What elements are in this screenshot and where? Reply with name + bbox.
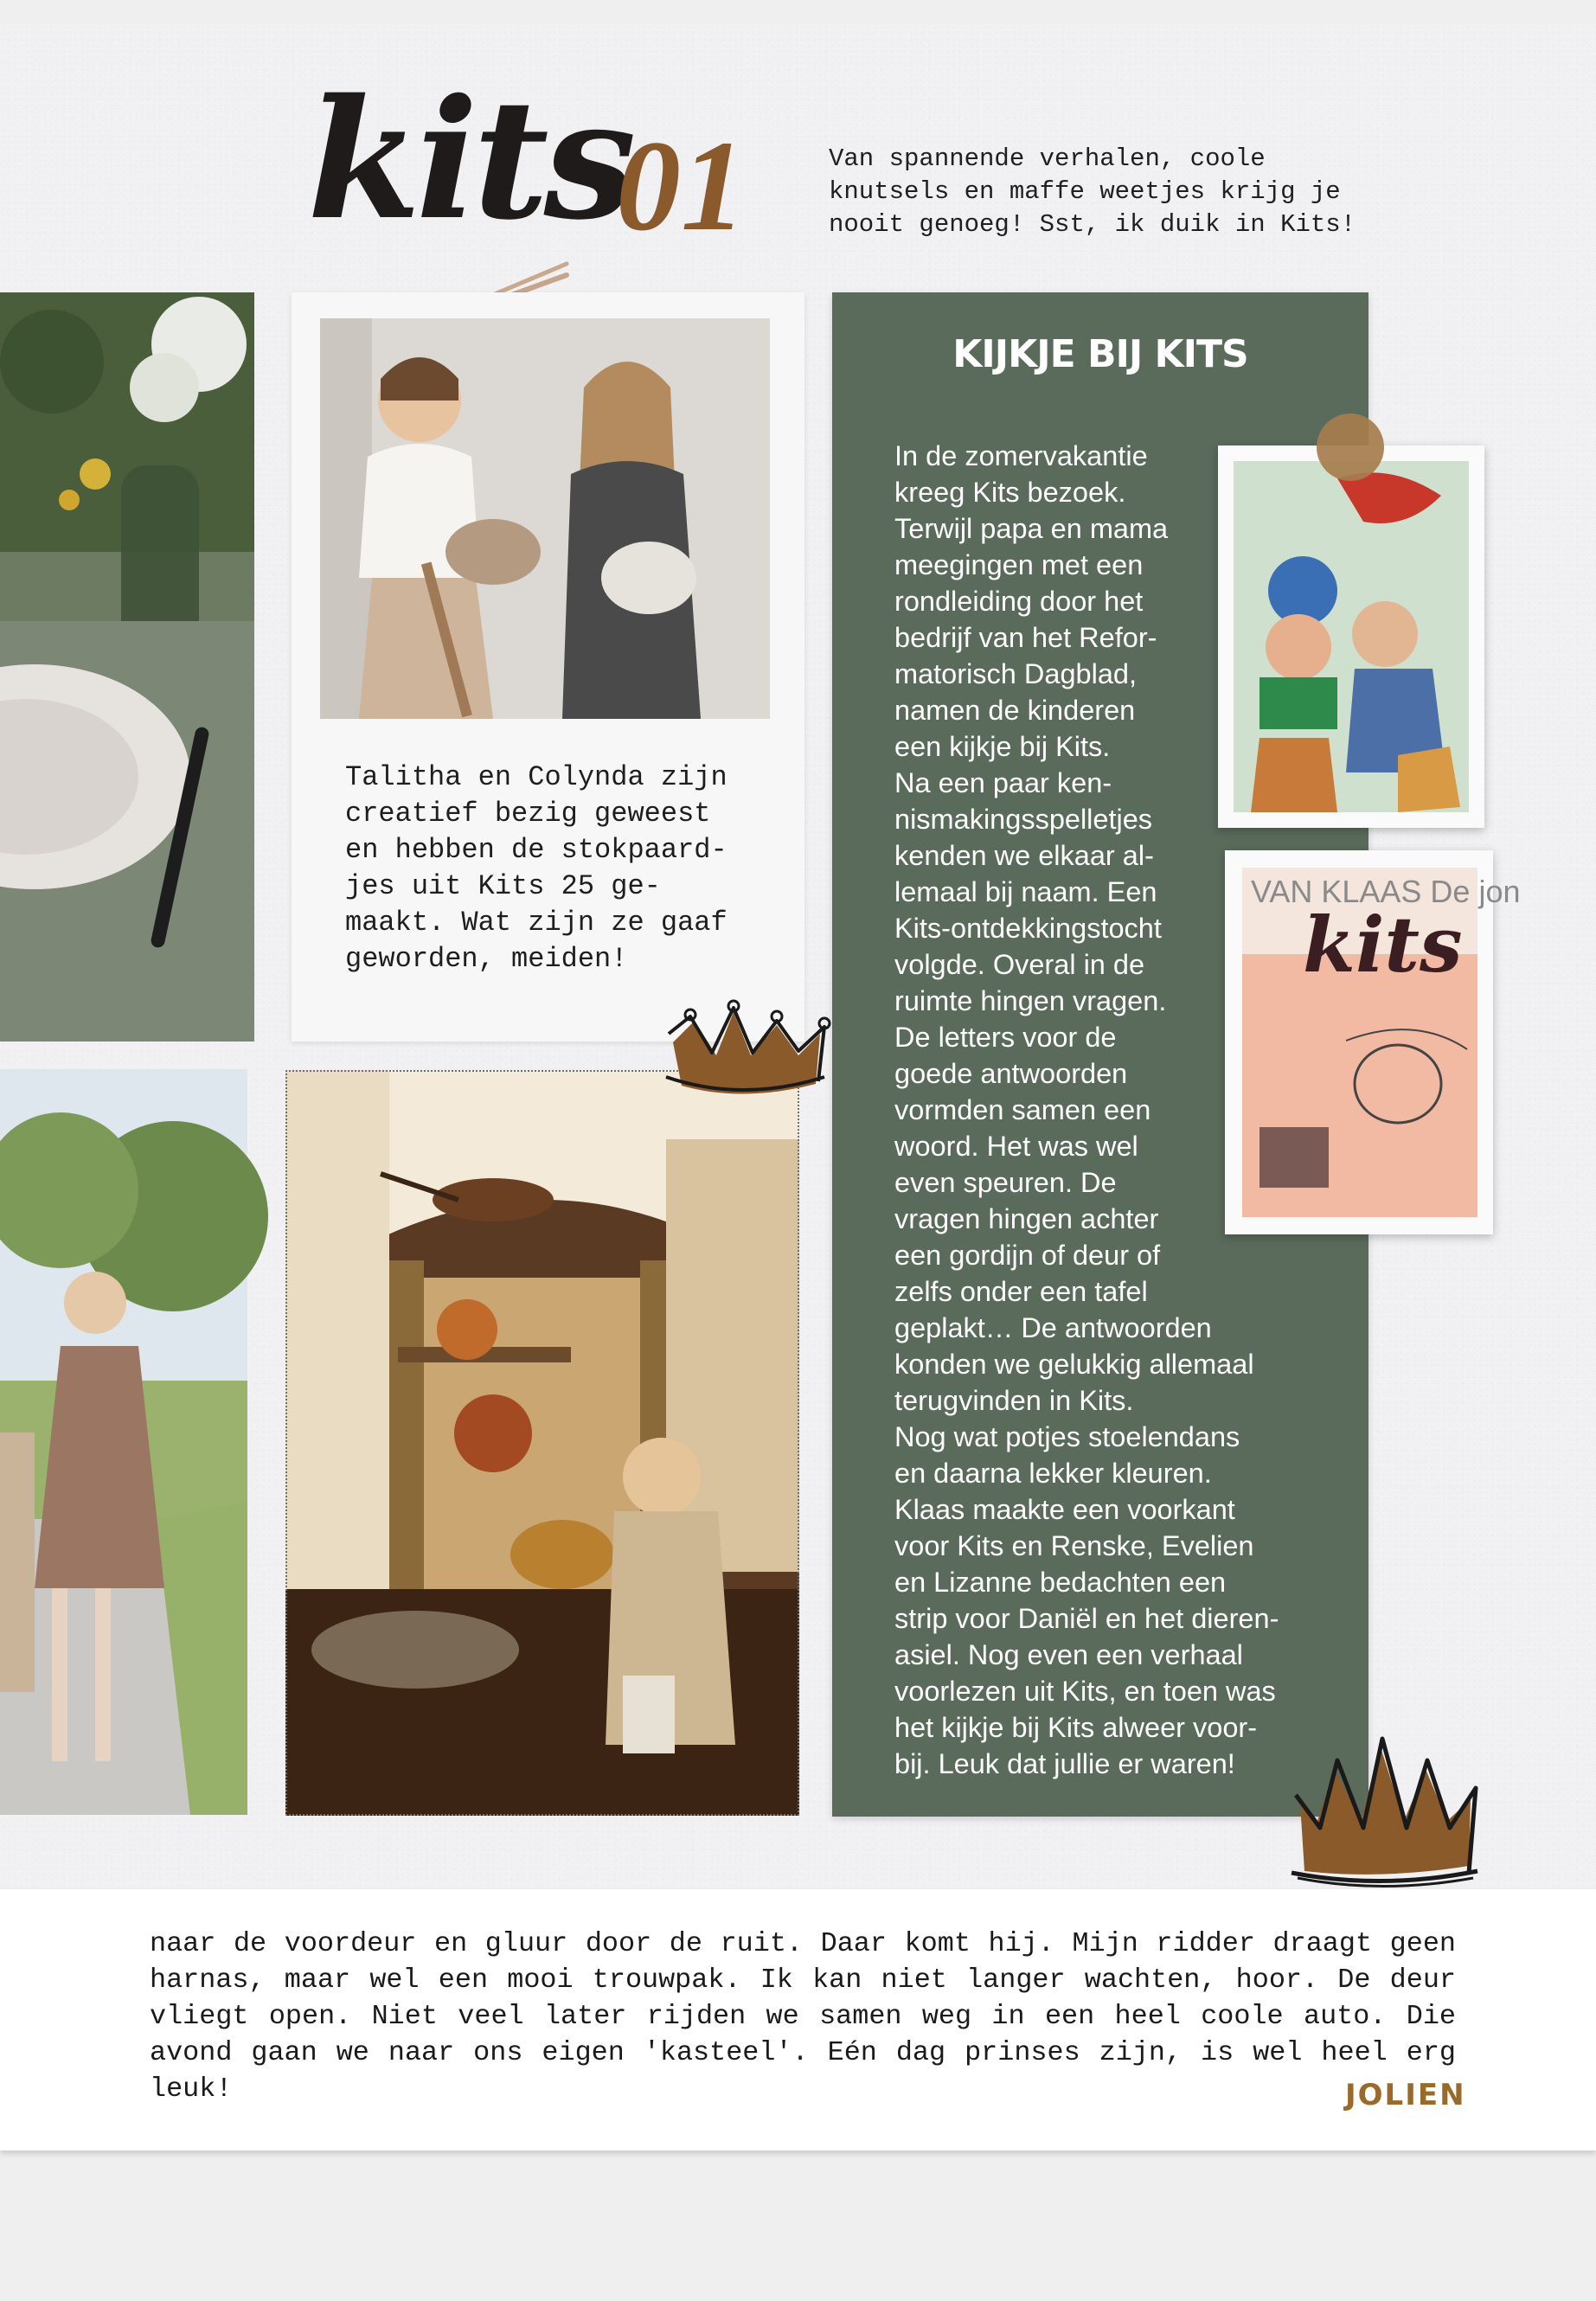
kits-drawing-cover: [1242, 868, 1521, 1217]
table-setting-photo: [0, 292, 254, 1042]
kids-caption: Talitha en Colynda zijn creatief bezig geweest en hebben de stokpaard- jes uit Kits 25 ge- maakt. Wat zijn ze gaaf geworden, meiden!: [345, 761, 727, 975]
pin-dot-icon: [1317, 413, 1384, 481]
kids-hobby-horse-photo: [320, 318, 770, 719]
story-strip: [0, 1889, 1596, 2150]
kids-polaroid: [292, 292, 804, 1042]
kits-poster-polaroid: [1218, 445, 1484, 828]
crown-doodle-icon: [656, 973, 829, 1103]
logo-underline-icon: [307, 78, 575, 277]
author-name: JOLIEN: [1345, 2078, 1466, 2112]
panel-title: KIJKJE BIJ KITS: [952, 332, 1248, 376]
kits-drawing-polaroid: [1225, 850, 1521, 1234]
logo-word: kits: [307, 63, 631, 256]
tagline: Van spannende verhalen, coole knutsels en maffe weetjes krijg je nooit genoeg! Sst, ik duik in Kits!: [829, 144, 1356, 239]
kits-logo: [307, 63, 631, 277]
drawing-top-text: VAN KLAAS De jon: [1251, 874, 1521, 909]
story-text: naar de voordeur en gluur door de ruit. Daar komt hij. Mijn ridder draagt geen harnas, maar wel een mooi trouwpak. Ik kan niet langer wachten, hoor. De deur vliegt open. Niet veel later rijden we samen weg in een heel coole auto. Die avond gaan we naar ons eigen 'kasteel'. Eén dag prinses zijn, is wel heel erg leuk!: [150, 1928, 1456, 2105]
crown-doodle-icon: [1287, 1726, 1482, 1886]
garden-girl-photo: [0, 1069, 247, 1815]
kits-poster-photo: [1234, 461, 1469, 812]
castle-buffet-photo: [285, 1070, 799, 1816]
panel-body: In de zomervakantie kreeg Kits bezoek. Terwijl papa en mama meegingen met een rondleiding door het bedrijf van het Refor- matorisch Dagblad, namen de kinderen een kijkje bij Kits. Na een paar ken- nismakingsspelletjes kenden we elkaar al- lemaal bij naam. Een Kits-ontdekkingstocht volgde. Overal in de ruimte hingen vragen. De letters voor de goede antwoorden vormden samen een woord. Het was wel even speuren. De vragen hingen achter een gordijn of deur of zelfs onder een tafel geplakt… De antwoorden konden we gelukkig allemaal terugvinden in Kits. Nog wat potjes stoelendans en daarna lekker kleuren. Klaas maakte een voorkant voor Kits en Renske, Evelien en Lizanne bedachten een strip voor Daniël en het dieren- asiel. Nog even een verhaal voorlezen uit Kits, en toen was het kijkje bij Kits alweer voor- bij. Leuk dat jullie er waren!: [894, 440, 1279, 1779]
issue-number: 01: [616, 114, 746, 258]
drawing-logo-text: kits: [1303, 900, 1463, 990]
